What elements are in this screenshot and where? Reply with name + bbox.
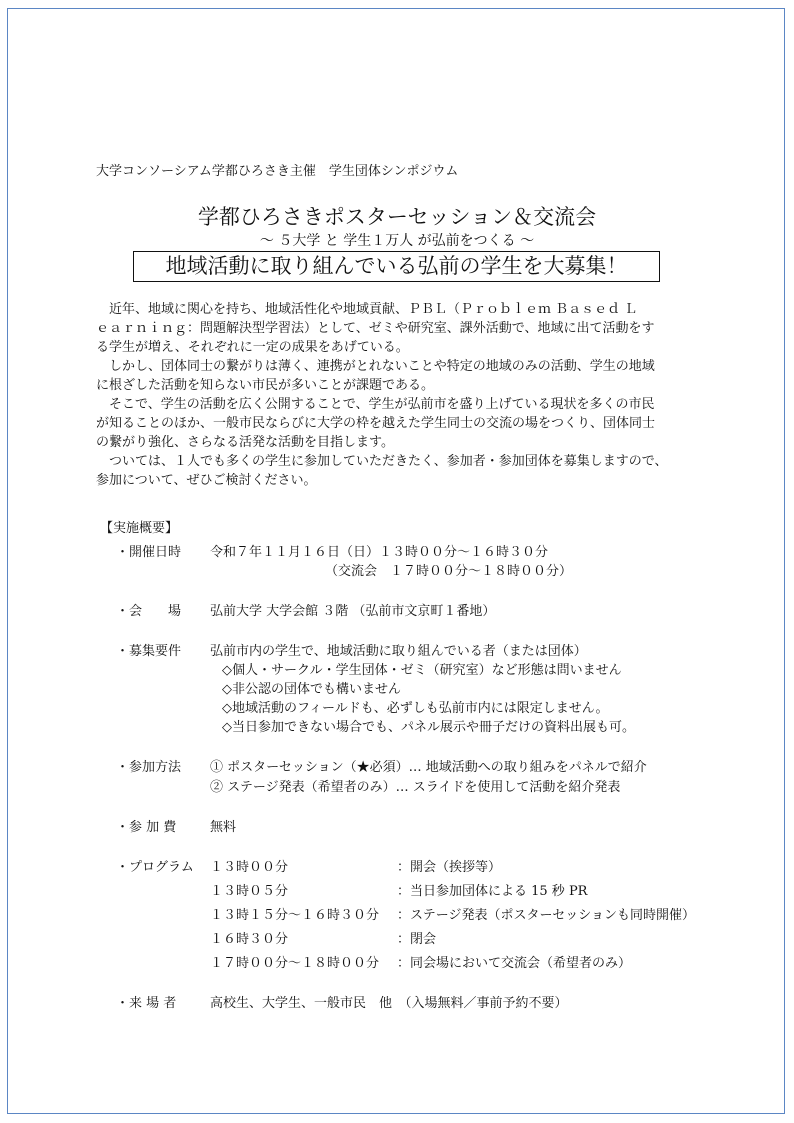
program-desc: ：当日参加団体による 15 秒 PR [397,884,588,899]
venue-value: 弘前大学 大学会館 ３階 （弘前市文京町１番地） [210,604,496,619]
requirements-note: ◇個人・サークル・学生団体・ゼミ（研究室）など形態は問いません [222,663,622,678]
venue-label: ・会 場 [116,604,182,619]
intro-paragraph-line: る学生が増え、それぞれに一定の成果をあげている。 [96,340,409,355]
organizer-line: 大学コンソーシアム学都ひろさき主催 学生団体シンポジウム [96,164,459,179]
program-desc: ：開会（挨拶等） [397,860,502,875]
intro-paragraph-line: 近年、地域に関心を持ち、地域活性化や地域貢献、ＰＢＬ（Ｐｒｏｂｌｅｍ Ｂａｓｅｄ Ｌ [96,302,638,317]
intro-paragraph-line: そこで、学生の活動を広く公開することで、学生が弘前市を盛り上げている現状を多くの市民 [96,397,655,412]
fee-value: 無料 [210,820,237,835]
program-time: １３時００分 [210,860,289,875]
program-time: １３時０５分 [210,884,289,899]
visitors-label: ・来 場 者 [116,996,177,1011]
requirements-value: 弘前市内の学生で、地域活動に取り組んでいる者（または団体） [210,644,587,659]
requirements-label: ・募集要件 [116,644,182,659]
method-stage: ② ステージ発表（希望者のみ）… スライドを使用して活動を紹介発表 [210,780,621,795]
event-subtitle: ～ ５大学 と 学生１万人 が弘前をつくる ～ [259,233,535,249]
intro-paragraph-line: 参加について、ぜひご検討ください。 [96,473,317,488]
section-title-overview: 【実施概要】 [100,521,179,536]
program-time: １３時１５分～１６時３０分 [210,908,380,923]
event-title: 学都ひろさきポスターセッション＆交流会 [197,205,597,229]
program-time: １７時００分～１８時００分 [210,956,380,971]
visitors-value: 高校生、大学生、一般市民 他 （入場無料／事前予約不要） [210,996,568,1011]
date-label: ・開催日時 [116,545,182,560]
requirements-note: ◇非公認の団体でも構いません [222,682,401,697]
program-desc: ：閉会 [397,932,437,947]
program-label: ・プログラム [116,860,194,875]
intro-paragraph-line: に根ざした活動を知らない市民が多いことが課題である。 [96,378,435,393]
method-poster: ① ポスターセッション（★必須）… 地域活動への取り組みをパネルで紹介 [210,760,647,775]
date-value: 令和７年１１月１６日（日）１３時００分～１６時３０分 [210,545,549,560]
intro-paragraph-line: ついては、１人でも多くの学生に参加していただきたく、参加者・参加団体を募集しますので、 [96,454,668,469]
program-desc: ：ステージ発表（ポスターセッションも同時開催） [397,908,695,923]
fee-label: ・参 加 費 [116,820,177,835]
method-label: ・参加方法 [116,760,182,775]
intro-paragraph-line: が知ることのほか、一般市民ならびに大学の枠を越えた学生同士の交流の場をつくり、団体同士 [96,416,656,431]
recruitment-headline: 地域活動に取り組んでいる弘前の学生を大募集！ [133,251,660,282]
intro-paragraph-line: の繋がり強化、さらなる活発な活動を目指します。 [96,435,394,450]
program-desc: ：同会場において交流会（希望者のみ） [397,956,632,971]
intro-paragraph-line: ｅａｒｎｉｎｇ：問題解決型学習法）として、ゼミや研究室、課外活動で、地域に出て活動をす [96,321,655,336]
intro-paragraph-line: しかし、団体同士の繋がりは薄く、連携がとれないことや特定の地域のみの活動、学生の地域 [96,359,655,374]
requirements-note: ◇地域活動のフィールドも、必ずしも弘前市内には限定しません。 [222,701,609,716]
program-time: １６時３０分 [210,932,289,947]
requirements-note: ◇当日参加できない場合でも、パネル展示や冊子だけの資料出展も可。 [222,720,635,735]
date-value-exchange: （交流会 １７時００分～１８時００分） [325,564,573,579]
